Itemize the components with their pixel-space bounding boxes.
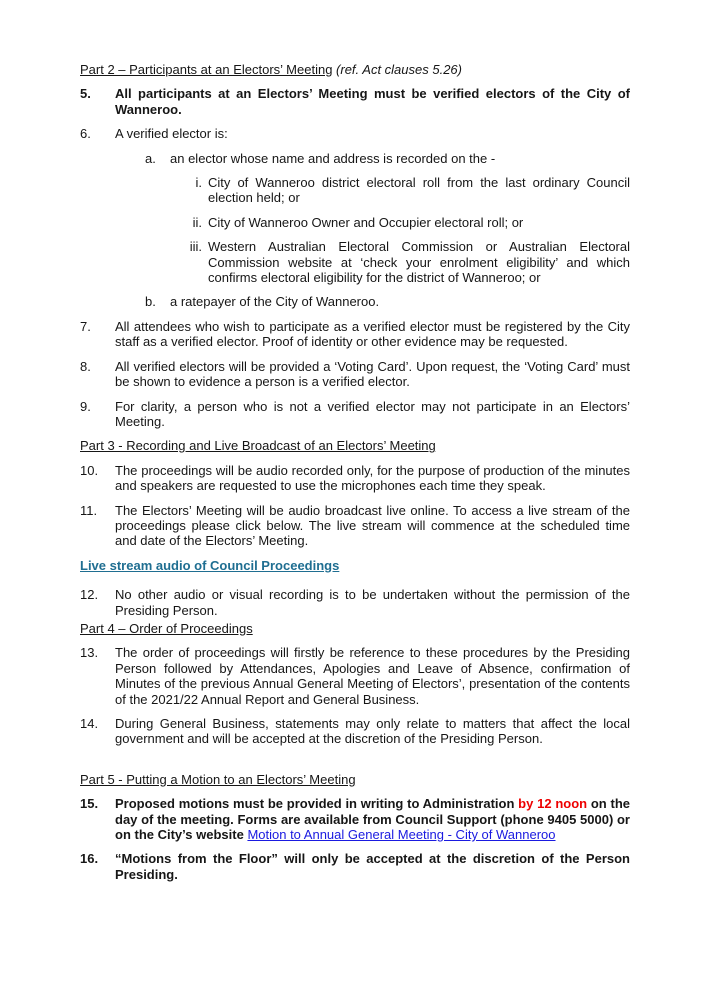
item-6 bbox=[80, 126, 630, 141]
gap-before-part5 bbox=[80, 756, 630, 772]
text-run: For clarity, a person who is not a verified elector may not participate in an Electors’ Meeting. bbox=[115, 398, 630, 429]
item-9 bbox=[80, 399, 630, 430]
item-label: iii. bbox=[189, 239, 202, 255]
item-text bbox=[115, 359, 630, 389]
text-run: City of Wanneroo district electoral roll from the last ordinary Council election held; or bbox=[208, 175, 630, 206]
item-text bbox=[115, 796, 630, 842]
live-stream-link[interactable]: Live stream audio of Council Proceedings bbox=[80, 557, 340, 573]
text-run: a ratepayer of the City of Wanneroo. bbox=[170, 294, 380, 310]
text-run: on the day of the meeting. Forms are available from Council Support (phone 9405 5000) or on the City’s website bbox=[115, 796, 630, 843]
item-5 bbox=[80, 86, 630, 117]
item-13 bbox=[80, 645, 630, 707]
item-label: 15. bbox=[80, 796, 99, 812]
text-run: “Motions from the Floor” will only be accepted at the discretion of the Person Presiding. bbox=[115, 851, 630, 882]
item-label: ii. bbox=[192, 214, 202, 230]
item-text bbox=[208, 239, 630, 285]
item-text bbox=[115, 587, 630, 617]
item-label: 16. bbox=[80, 851, 99, 867]
text-run: Part 4 – Order of Proceedings bbox=[80, 620, 253, 636]
text-run: Proposed motions must be provided in writing to Administration bbox=[115, 796, 519, 812]
item-label: 9. bbox=[80, 398, 91, 414]
item-6a-ii bbox=[80, 215, 630, 230]
item-label: 14. bbox=[80, 716, 99, 731]
text-run: City of Wanneroo Owner and Occupier electoral roll; or bbox=[208, 214, 524, 230]
item-label: 10. bbox=[80, 462, 99, 478]
item-text bbox=[208, 175, 630, 205]
text-run: by 12 noon bbox=[518, 796, 588, 812]
item-label: 11. bbox=[80, 502, 98, 518]
item-14 bbox=[80, 716, 630, 747]
item-label: 12. bbox=[80, 587, 99, 603]
motion-form-link[interactable]: Motion to Annual General Meeting - City of Wanneroo bbox=[247, 827, 556, 843]
item-6a-iii bbox=[80, 239, 630, 285]
item-text bbox=[170, 151, 495, 166]
text-run: Part 2 – Participants at an Electors’ Meeting bbox=[80, 62, 333, 77]
item-text bbox=[115, 463, 630, 493]
item-text bbox=[115, 716, 630, 746]
text-run: (ref. Act clauses 5.26) bbox=[332, 62, 462, 77]
item-16 bbox=[80, 851, 630, 882]
item-label: 5. bbox=[80, 86, 91, 102]
text-run: During General Business, statements may only relate to matters that affect the local government and will be accepted at the discretion of the Presiding Person. bbox=[115, 716, 630, 747]
item-text bbox=[115, 645, 630, 706]
item-label: 7. bbox=[80, 318, 91, 334]
item-label: 13. bbox=[80, 645, 99, 661]
part2-heading bbox=[80, 62, 630, 77]
item-text bbox=[170, 294, 379, 309]
item-text bbox=[115, 399, 630, 429]
item-11 bbox=[80, 503, 630, 549]
item-6a bbox=[80, 151, 630, 166]
text-run: All verified electors will be provided a ‘Voting Card’. Upon request, the ‘Voting Card’ must be shown to evidence a person is a verified elector. bbox=[115, 358, 630, 390]
item-text bbox=[115, 126, 228, 141]
item-label: b. bbox=[145, 294, 156, 310]
item-text bbox=[115, 851, 630, 881]
part3-heading bbox=[80, 438, 630, 453]
item-10 bbox=[80, 463, 630, 494]
item-text bbox=[115, 503, 630, 549]
text-run: Part 5 - Putting a Motion to an Electors’ Meeting bbox=[80, 771, 356, 787]
live-stream-link bbox=[80, 558, 630, 573]
text-run: The order of proceedings will firstly be reference to these procedures by the Presiding Person followed by Attendances, Apologies and Leave of Absence, confirmation of Minutes of the previous Annual General Meeting of Electors’, presentation of the contents of the 2021/22 Annual Report and General Business. bbox=[115, 645, 630, 707]
text-run: The proceedings will be audio recorded only, for the purpose of production of the minutes and speakers are requested to use the microphones each time they speak. bbox=[115, 462, 630, 494]
item-12 bbox=[80, 587, 630, 618]
item-8 bbox=[80, 359, 630, 390]
item-label: i. bbox=[195, 175, 202, 191]
text-run: an elector whose name and address is recorded on the - bbox=[170, 150, 496, 166]
text-run: All participants at an Electors’ Meeting must be verified electors of the City of Wanneroo. bbox=[115, 86, 630, 117]
document-content bbox=[80, 62, 630, 882]
item-text bbox=[115, 319, 630, 349]
item-text bbox=[208, 215, 523, 230]
item-label: 6. bbox=[80, 126, 91, 142]
item-6b bbox=[80, 294, 630, 309]
item-6a-i bbox=[80, 175, 630, 206]
item-text bbox=[115, 86, 630, 116]
item-label: a. bbox=[145, 150, 156, 166]
text-run: Part 3 - Recording and Live Broadcast of an Electors’ Meeting bbox=[80, 438, 436, 454]
item-7 bbox=[80, 319, 630, 350]
part4-heading bbox=[80, 621, 630, 636]
item-label: 8. bbox=[80, 358, 91, 374]
text-run: Western Australian Electoral Commission or Australian Electoral Commission website at ‘check your enrolment eligibility’ and which confirms electoral eligibility for the district of Wanneroo; or bbox=[208, 239, 630, 286]
text-run: The Electors’ Meeting will be audio broadcast live online. To access a live stream of the proceedings please click below. The live stream will commence at the scheduled time and date of the Electors’ Meeting. bbox=[115, 502, 630, 549]
part5-heading bbox=[80, 772, 630, 787]
text-run: No other audio or visual recording is to be undertaken without the permission of the Presiding Person. bbox=[115, 587, 630, 618]
item-15 bbox=[80, 796, 630, 842]
text-run: A verified elector is: bbox=[115, 126, 228, 142]
text-run: All attendees who wish to participate as a verified elector must be registered by the City staff as a verified elector. Proof of identity or other evidence may be requested. bbox=[115, 318, 630, 350]
